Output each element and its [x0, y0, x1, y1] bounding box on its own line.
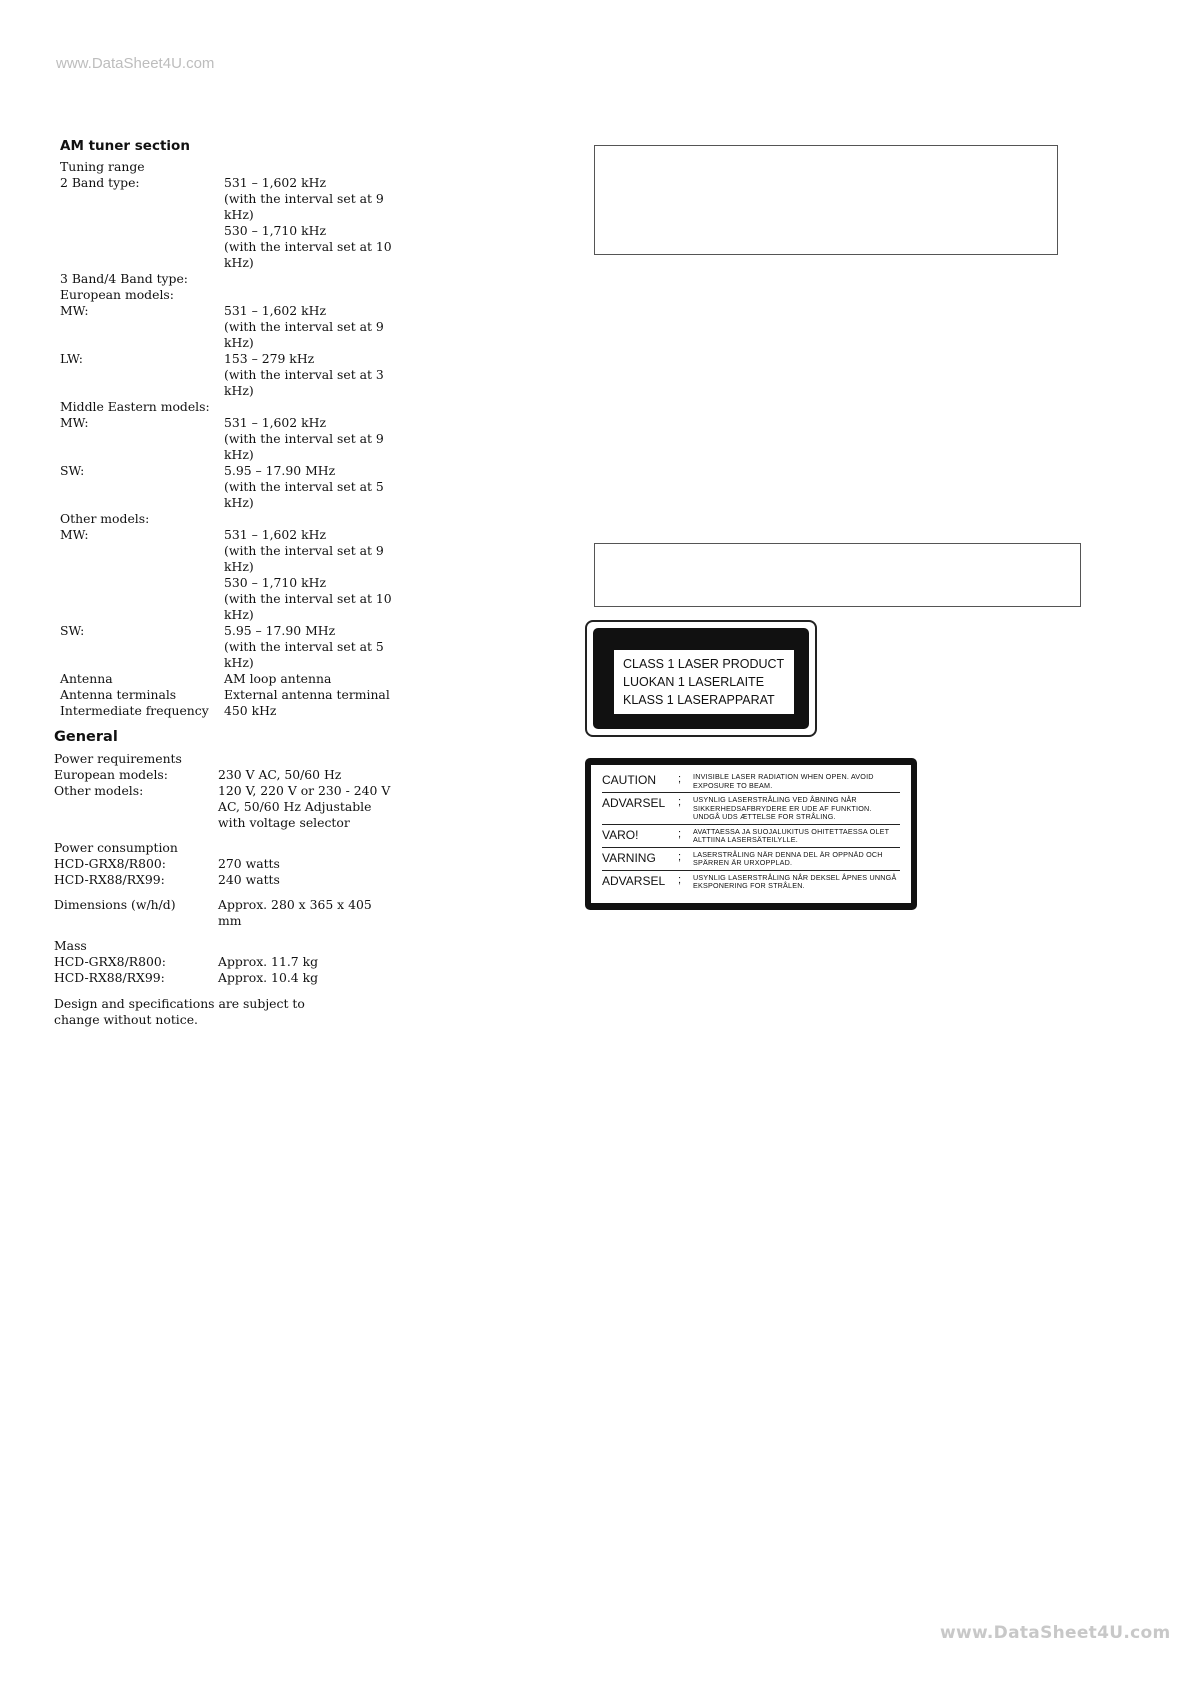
caution-row — [602, 871, 900, 893]
spec-value: 530 – 1,710 kHz — [224, 575, 326, 590]
spec-key: Dimensions (w/h/d) — [54, 897, 176, 912]
spec-row — [60, 319, 414, 335]
spec-row — [60, 623, 414, 639]
spec-value: (with the interval set at 9 — [224, 319, 384, 334]
spec-value: (with the interval set at 9 — [224, 191, 384, 206]
laser-label-line: CLASS 1 LASER PRODUCT — [623, 657, 785, 671]
caution-word: ADVARSEL — [602, 796, 666, 810]
spec-row — [60, 559, 414, 575]
laser-label-text — [614, 650, 794, 714]
spec-row — [60, 255, 414, 271]
caution-text: INVISIBLE LASER RADIATION WHEN OPEN. AVOID EXPOSURE TO BEAM. — [693, 772, 874, 790]
spec-value — [224, 399, 414, 415]
caution-row — [602, 793, 900, 825]
spec-key — [60, 319, 224, 335]
spec-value: (with the interval set at 9 — [224, 431, 384, 446]
spec-value: kHz) — [224, 655, 254, 670]
spec-row — [54, 767, 414, 783]
spec-row — [60, 335, 414, 351]
spec-key: European models: — [54, 767, 168, 782]
spec-key: HCD-GRX8/R800: — [54, 856, 166, 871]
spec-key: LW: — [60, 351, 83, 366]
spec-key: Power requirements — [54, 751, 182, 766]
spec-row — [60, 351, 414, 367]
spec-row — [60, 367, 414, 383]
spec-key — [60, 383, 224, 399]
spec-value — [224, 511, 414, 527]
spec-key: European models: — [60, 287, 174, 302]
spec-row — [60, 671, 414, 687]
spec-row — [60, 687, 414, 703]
spec-key: Antenna — [60, 671, 113, 686]
spec-key: Middle Eastern models: — [60, 399, 210, 414]
spec-key — [60, 447, 224, 463]
spec-row — [60, 159, 414, 175]
spec-key: Other models: — [54, 783, 144, 798]
spec-value: 5.95 – 17.90 MHz — [224, 623, 336, 638]
spec-key: HCD-RX88/RX99: — [54, 970, 165, 985]
spec-row — [54, 783, 414, 799]
spec-key — [60, 191, 224, 207]
caution-text: USYNLIG LASERSTRÅLING NÅR DEKSEL ÅPNES UNNGÅ EKSPONERING FOR STRÅLEN. — [693, 872, 897, 890]
spec-key: Tuning range — [60, 159, 145, 174]
laser-label-line: KLASS 1 LASERAPPARAT — [623, 693, 775, 707]
spec-value: mm — [218, 913, 242, 928]
caution-text: USYNLIG LASERSTRÅLING VED ÅBNING NÅR SIKKERHEDSAFBRYDERE ER UDE AF FUNKTION. UNDGÅ UDS ÆTTELSE FOR STRÅLING. — [693, 795, 872, 821]
spec-row — [60, 399, 414, 415]
spec-value: Approx. 10.4 kg — [218, 970, 319, 985]
spec-key — [60, 367, 224, 383]
spec-value: External antenna terminal — [224, 687, 390, 702]
spec-key — [60, 639, 224, 655]
spec-row — [60, 479, 414, 495]
spec-key — [60, 255, 224, 271]
spec-row — [54, 954, 414, 970]
spec-value: kHz) — [224, 383, 254, 398]
am-section-title: AM tuner section — [60, 138, 190, 154]
caution-separator: ; — [678, 773, 682, 785]
spec-value: kHz) — [224, 207, 254, 222]
spec-key — [60, 591, 224, 607]
empty-box-middle — [594, 543, 1081, 607]
caution-word: CAUTION — [602, 773, 656, 787]
spec-value: 120 V, 220 V or 230 - 240 V — [218, 783, 391, 798]
caution-text: AVATTAESSA JA SUOJALUKITUS OHITETTAESSA OLET ALTTIINA LASERSÄTEILYLLE. — [693, 826, 890, 844]
spec-key — [60, 335, 224, 351]
spec-key — [60, 239, 224, 255]
spec-value: Approx. 11.7 kg — [218, 954, 319, 969]
spec-row — [54, 799, 414, 815]
caution-text: LASERSTRÅLING NÄR DENNA DEL ÄR OPPNÄD OCH SPÄRREN ÄR URXOPPLAD. — [693, 849, 883, 867]
spec-key — [60, 559, 224, 575]
spec-value: 230 V AC, 50/60 Hz — [218, 767, 342, 782]
spec-row — [60, 511, 414, 527]
spec-key — [60, 495, 224, 511]
spec-row — [54, 840, 414, 856]
spec-key: Mass — [54, 938, 87, 953]
spec-row — [54, 872, 414, 888]
spec-key: MW: — [60, 527, 89, 542]
spec-row — [60, 271, 414, 287]
caution-word: ADVARSEL — [602, 873, 666, 888]
spec-key — [60, 223, 224, 239]
spec-row — [60, 527, 414, 543]
spec-key: Intermediate frequency — [60, 703, 209, 718]
spec-value — [218, 938, 414, 954]
spec-value: (with the interval set at 10 — [224, 239, 392, 254]
class1-laser-label — [585, 620, 817, 737]
spec-value: 531 – 1,602 kHz — [224, 303, 326, 318]
spec-value: 153 – 279 kHz — [224, 351, 315, 366]
watermark-bottom: www.DataSheet4U.com — [940, 1623, 1171, 1643]
spec-value: (with the interval set at 3 — [224, 367, 384, 382]
spec-row — [54, 856, 414, 872]
spec-key: MW: — [60, 415, 89, 430]
spec-value: 450 kHz — [224, 703, 277, 718]
general-section-title: General — [54, 729, 118, 745]
spec-row — [60, 463, 414, 479]
spec-value: AC, 50/60 Hz Adjustable — [218, 799, 372, 814]
spec-key: 3 Band/4 Band type: — [60, 271, 188, 286]
spec-value: 531 – 1,602 kHz — [224, 175, 326, 190]
spec-key — [54, 815, 218, 831]
spec-row — [60, 575, 414, 591]
spec-key: MW: — [60, 303, 89, 318]
caution-separator: ; — [678, 873, 682, 886]
spec-value: 531 – 1,602 kHz — [224, 527, 326, 542]
spec-row — [60, 543, 414, 559]
spec-key — [60, 479, 224, 495]
spec-value: kHz) — [224, 559, 254, 574]
spec-row — [60, 207, 414, 223]
spec-value: (with the interval set at 5 — [224, 479, 384, 494]
spec-key — [60, 575, 224, 591]
spec-value: (with the interval set at 10 — [224, 591, 392, 606]
spec-key — [60, 431, 224, 447]
spec-value — [224, 271, 414, 287]
am-spec-table — [54, 159, 414, 719]
caution-row — [602, 770, 900, 793]
spec-value — [218, 840, 414, 856]
spec-value: 270 watts — [218, 856, 280, 871]
spec-value: 5.95 – 17.90 MHz — [224, 463, 336, 478]
spec-row — [54, 970, 414, 986]
spec-key: HCD-GRX8/R800: — [54, 954, 166, 969]
spec-row — [54, 751, 414, 767]
spec-row — [60, 415, 414, 431]
watermark-top: www.DataSheet4U.com — [56, 55, 215, 72]
spec-value — [218, 751, 414, 767]
spec-value: with voltage selector — [218, 815, 350, 830]
spec-value: 240 watts — [218, 872, 280, 887]
spec-row — [60, 655, 414, 671]
spec-row — [54, 815, 414, 831]
spec-key: SW: — [60, 463, 85, 478]
spec-value: AM loop antenna — [224, 671, 332, 686]
spec-value: kHz) — [224, 255, 254, 270]
spec-row — [60, 639, 414, 655]
spec-key — [60, 207, 224, 223]
spec-row — [60, 383, 414, 399]
spec-key: Other models: — [60, 511, 150, 526]
spec-key — [60, 655, 224, 671]
caution-row — [602, 825, 900, 848]
spec-key — [54, 913, 218, 929]
caution-label — [585, 758, 917, 910]
spec-row — [60, 223, 414, 239]
caution-separator: ; — [678, 796, 682, 808]
spec-value: Approx. 280 x 365 x 405 — [218, 897, 372, 912]
spec-value: 531 – 1,602 kHz — [224, 415, 326, 430]
general-spec-table — [54, 751, 414, 986]
spec-change-note: Design and specifications are subject to change without notice. — [54, 996, 305, 1027]
spec-key: Antenna terminals — [60, 687, 177, 702]
spec-key — [60, 543, 224, 559]
spec-value: 530 – 1,710 kHz — [224, 223, 326, 238]
spec-value: (with the interval set at 9 — [224, 543, 384, 558]
spec-value: (with the interval set at 5 — [224, 639, 384, 654]
spec-value — [224, 159, 414, 175]
spec-value — [224, 287, 414, 303]
spec-row — [60, 175, 414, 191]
spec-key: Power consumption — [54, 840, 178, 855]
caution-word: VARO! — [602, 827, 639, 842]
spec-row — [60, 607, 414, 623]
spec-key: 2 Band type: — [60, 175, 140, 190]
spec-row — [60, 431, 414, 447]
caution-separator: ; — [678, 827, 682, 840]
laser-label-line: LUOKAN 1 LASERLAITE — [623, 675, 765, 689]
spec-key: HCD-RX88/RX99: — [54, 872, 165, 887]
spec-row — [54, 897, 414, 913]
spec-key: SW: — [60, 623, 85, 638]
empty-box-top — [594, 145, 1058, 255]
spec-value: kHz) — [224, 607, 254, 622]
spec-column — [54, 138, 414, 1028]
spec-row — [60, 591, 414, 607]
spec-row — [60, 703, 414, 719]
spec-row — [60, 495, 414, 511]
spec-value: kHz) — [224, 335, 254, 350]
spec-row — [60, 447, 414, 463]
spec-row — [54, 913, 414, 929]
spec-value: kHz) — [224, 447, 254, 462]
spec-row — [60, 239, 414, 255]
spec-row — [60, 287, 414, 303]
caution-word: VARNING — [602, 850, 656, 865]
spec-key — [60, 607, 224, 623]
spec-row — [54, 938, 414, 954]
spec-row — [60, 303, 414, 319]
caution-separator: ; — [678, 850, 682, 863]
spec-row — [60, 191, 414, 207]
caution-row — [602, 848, 900, 871]
spec-value: kHz) — [224, 495, 254, 510]
spec-key — [54, 799, 218, 815]
